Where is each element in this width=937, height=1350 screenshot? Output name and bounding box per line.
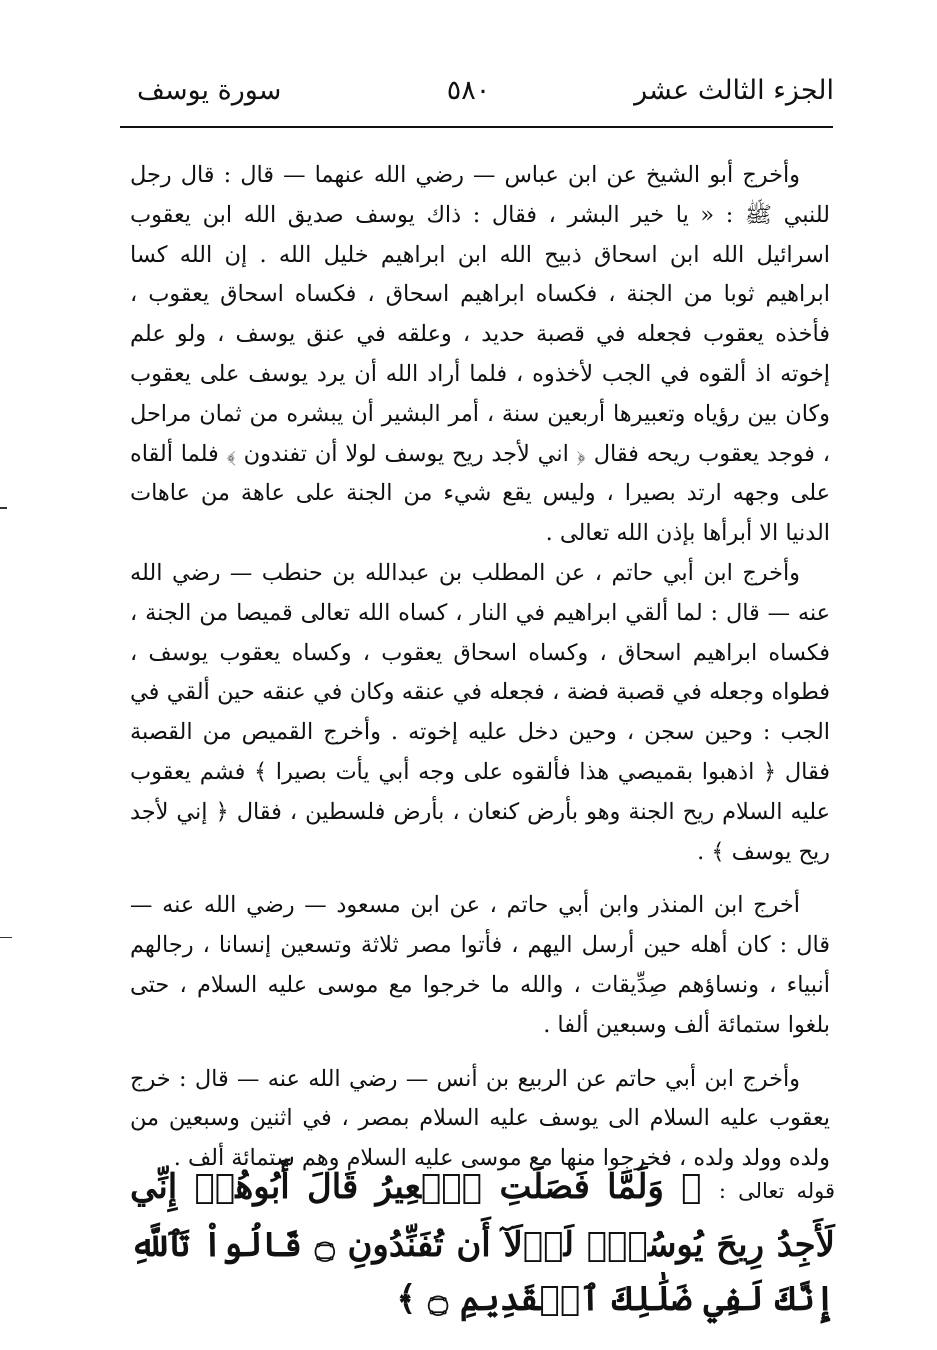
quran-verse bbox=[130, 1160, 835, 1326]
verse-text: ﴿ وَلَمَّا فَصَلَتِ ٱلۡعِيرُ قَالَ أَبُوهُمۡ إِنِّي لَأَجِدُ رِيحَ يُوسُفَۖ لَوۡلَآ أَن تُفَنِّدُونِ ۝ قَالُواْ تَٱللَّهِ إِنَّكَ لَفِي ضَلَٰلِكَ ٱلۡقَدِيمِ ۝ ﴾ bbox=[130, 1167, 835, 1319]
paragraph: وأخرج أبو الشيخ عن ابن عباس — رضي الله عنهما — قال : قال رجل للنبي ﷺ : « يا خير البشر ، فقال : ذاك يوسف صديق الله ابن يعقوب اسرائيل الله ابن اسحاق ذبيح الله ابن ابراهيم خليل الله . إن الله كسا ابراهيم ثوبا من الجنة ، فكساه ابراهيم اسحاق ، فكساه اسحاق يعقوب ، فأخذه يعقوب فجعله في قصبة حديد ، وعلقه في عنق يوسف ، ولو علم إخوته اذ ألقوه في الجب لأخذوه ، فلما أراد الله أن يرد يوسف على يعقوب وكان بين رؤياه وتعبيرها أربعين سنة ، أمر البشير أن يبشره من ثمان مراحل ، فوجد يعقوب ريحه فقال ﴿ اني لأجد ريح يوسف لولا أن تفندون ﴾ فلما ألقاه على وجهه ارتد بصيرا ، وليس يقع شيء من الجنة على عاهة من عاهات الدنيا الا أبرأها بإذن الله تعالى . bbox=[130, 162, 830, 547]
surah-title: سورة يوسف bbox=[137, 75, 282, 106]
commentary-text bbox=[130, 156, 830, 1179]
paragraph: وأخرج ابن أبي حاتم عن الربيع بن أنس — رضي الله عنه — قال : خرج يعقوب عليه السلام الى يوسف عليه السلام بمصر ، في اثنين وسبعين من ولده وولد ولده ، فخرجوا منها مع موسى عليه السلام وهم ستمائة ألف . bbox=[130, 1065, 830, 1172]
verse-lead: قوله تعالى : bbox=[718, 1179, 836, 1203]
part-label: الجزء الثالث عشر bbox=[634, 75, 834, 106]
scan-mark bbox=[0, 937, 12, 938]
paragraph: أخرج ابن المنذر وابن أبي حاتم ، عن ابن مسعود — رضي الله عنه — قال : كان أهله حين أرسل اليهم ، فأتوا مصر ثلاثة وتسعين إنسانا ، رجالهم أنبياء ، ونساؤهم صِدِّيقات ، والله ما خرجوا مع موسى عليه السلام ، حتى بلغوا ستمائة ألف وسبعين ألفا . bbox=[130, 892, 830, 1038]
header-divider bbox=[120, 126, 833, 128]
paragraph: وأخرج ابن أبي حاتم ، عن المطلب بن عبدالله بن حنطب — رضي الله عنه — قال : لما ألقي ابراهيم في النار ، كساه الله تعالى قميصا من الجنة ، فكساه ابراهيم اسحاق ، وكساه اسحاق يعقوب ، وكساه يعقوب يوسف ، فطواه وجعله في قصبة فضة ، فجعله في عنقه وكان في عنقه حين ألقي في الجب : وحين سجن ، وحين دخل عليه إخوته . وأخرج القميص من القصبة فقال ﴿ اذهبوا بقميصي هذا فألقوه على وجه أبي يأت بصيرا ﴾ فشم يعقوب عليه السلام ريح الجنة وهو بأرض كنعان ، بأرض فلسطين ، فقال ﴿ إني لأجد ريح يوسف ﴾ . bbox=[130, 559, 830, 865]
scan-mark bbox=[0, 507, 7, 509]
page-number: ٥٨٠ bbox=[446, 75, 491, 106]
